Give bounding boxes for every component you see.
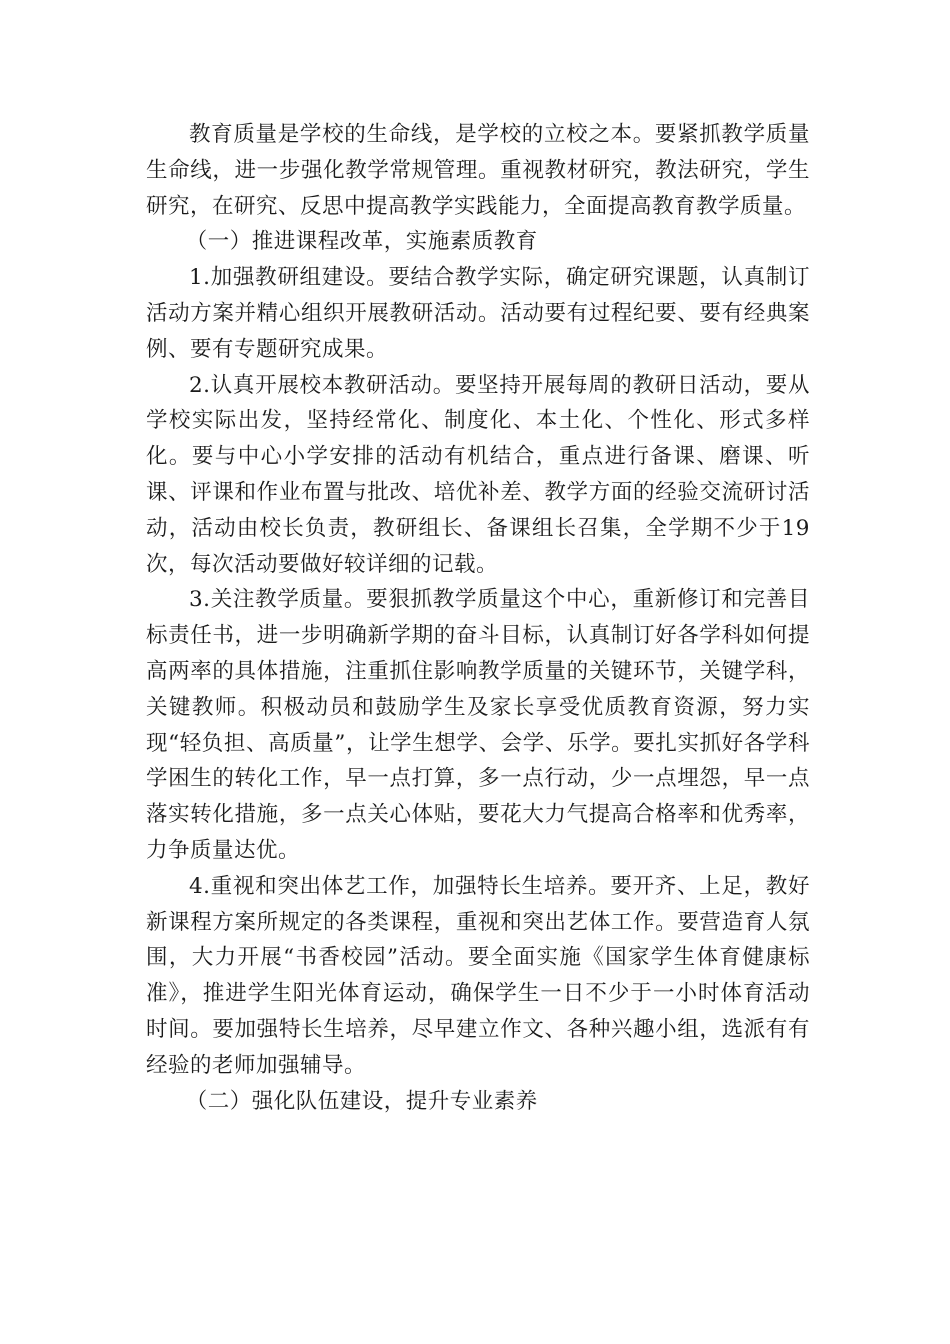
item-paragraph-3: 3.关注教学质量。要狠抓教学质量这个中心，重新修订和完善目标责任书，进一步明确新学期的奋斗目标，认真制订好各学科如何提高两率的具体措施，注重抓住影响教学质量的关键环节，关键学科，关键教师。积极动员和鼓励学生及家长享受优质教育资源，努力实现“轻负担、高质量”，让学生想学、会学、乐学。要扎实抓好各学科学困生的转化工作，早一点打算，多一点行动，少一点埋怨，早一点落实转化措施，多一点关心体贴，要花大力气提高合格率和优秀率，力争质量达优。 — [146, 587, 810, 863]
item-paragraph-2: 2.认真开展校本教研活动。要坚持开展每周的教研日活动，要从学校实际出发，坚持经常化、制度化、本土化、个性化、形式多样化。要与中心小学安排的活动有机结合，重点进行备课、磨课、听课、评课和作业布置与批改、培优补差、教学方面的经验交流研讨活动，活动由校长负责，教研组长、备课组长召集，全学期不少于19次，每次活动要做好较详细的记载。 — [146, 372, 810, 577]
section-heading-2: （二）强化队伍建设，提升专业素养 — [185, 1088, 538, 1114]
section-heading-1: （一）推进课程改革，实施素质教育 — [185, 229, 538, 255]
item-paragraph-1: 1.加强教研组建设。要结合教学实际，确定研究课题，认真制订活动方案并精心组织开展教研活动。活动要有过程纪要、要有经典案例、要有专题研究成果。 — [146, 265, 810, 362]
intro-paragraph: 教育质量是学校的生命线，是学校的立校之本。要紧抓教学质量生命线，进一步强化教学常规管理。重视教材研究，教法研究，学生研究，在研究、反思中提高教学实践能力，全面提高教育教学质量。 — [146, 122, 810, 219]
item-paragraph-4: 4.重视和突出体艺工作，加强特长生培养。要开齐、上足，教好新课程方案所规定的各类课程，重视和突出艺体工作。要营造育人氛围，大力开展“书香校园”活动。要全面实施《国家学生体育健康标准》，推进学生阳光体育运动，确保学生一日不少于一小时体育活动时间。要加强特长生培养，尽早建立作文、各种兴趣小组，选派有有经验的老师加强辅导。 — [146, 873, 810, 1078]
document-body — [146, 117, 810, 1119]
